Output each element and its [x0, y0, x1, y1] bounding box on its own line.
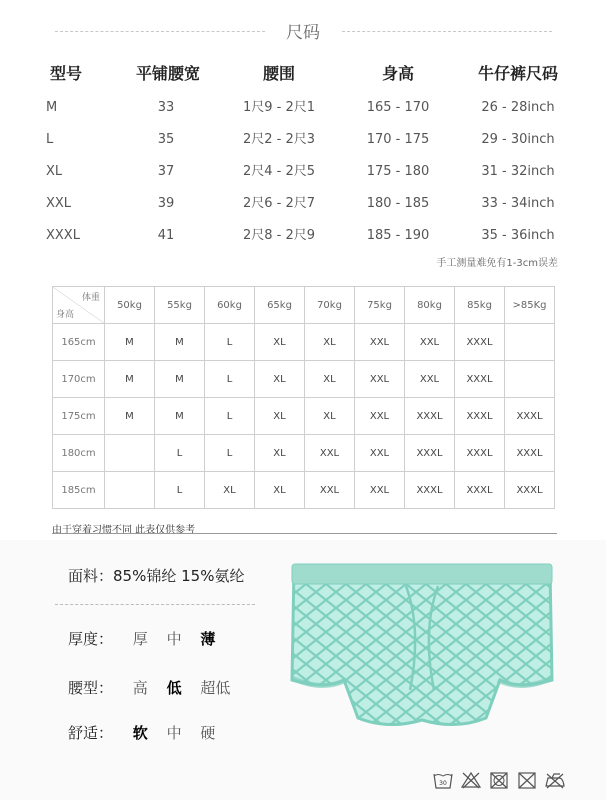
grid-cell: M [105, 324, 155, 361]
size-cell: M [46, 100, 58, 115]
wash-temperature: 30 [439, 780, 447, 787]
brief-body [286, 560, 558, 728]
grid-cell: XXXL [455, 361, 505, 398]
grid-cell [105, 472, 155, 509]
grid-cell: XXL [355, 324, 405, 361]
grid-cell: XXL [355, 435, 405, 472]
corner-weight-label: 体重 [81, 293, 100, 303]
table-row [28, 220, 582, 252]
size-cell: 33 [157, 100, 175, 115]
size-cell: 175 - 180 [366, 164, 430, 179]
size-cell: 31 - 32inch [481, 164, 555, 179]
grid-cell: XXL [405, 361, 455, 398]
attribute-option: 中 [166, 630, 182, 648]
product-image [286, 560, 558, 728]
grid-cell: L [205, 361, 255, 398]
attribute-label: 厚度： [68, 630, 114, 648]
header-height: 身高 [381, 64, 414, 83]
grid-cell: M [105, 361, 155, 398]
fit-note: 由于穿着习惯不同 此表仅供参考 [52, 525, 196, 536]
grid-cell: XXXL [455, 472, 505, 509]
attribute-option-selected: 低 [166, 679, 182, 697]
size-cell: 35 - 36inch [481, 228, 555, 243]
header-jeans-size: 牛仔裤尺码 [477, 64, 558, 83]
page-title: 尺码 [286, 23, 320, 43]
section-divider [52, 533, 557, 534]
grid-corner [53, 287, 105, 324]
weight-header: 75kg [355, 287, 405, 324]
size-cell: 39 [157, 196, 175, 211]
size-cell: 1尺9 - 2尺1 [242, 100, 316, 115]
grid-row [53, 324, 555, 361]
size-cell: 26 - 28inch [481, 100, 555, 115]
grid-cell: XL [255, 398, 305, 435]
grid-cell: M [105, 398, 155, 435]
grid-cell [505, 324, 555, 361]
attribute-option: 高 [132, 679, 148, 697]
size-cell: 2尺2 - 2尺3 [242, 132, 316, 147]
weight-header: 65kg [255, 287, 305, 324]
table-row [28, 92, 582, 124]
size-cell: XXL [46, 196, 72, 211]
grid-cell: XXXL [505, 398, 555, 435]
grid-cell: XL [255, 472, 305, 509]
size-cell: 2尺6 - 2尺7 [242, 196, 316, 211]
weight-header: >85Kg [505, 287, 555, 324]
grid-cell: XL [255, 361, 305, 398]
corner-height-label: 身高 [56, 310, 75, 320]
attribute-option: 中 [166, 724, 182, 742]
size-cell: 180 - 185 [366, 196, 430, 211]
grid-cell: XL [305, 398, 355, 435]
attribute-option-selected: 薄 [200, 630, 216, 648]
size-cell: 165 - 170 [366, 100, 430, 115]
grid-cell: XL [255, 435, 305, 472]
weight-header: 85kg [455, 287, 505, 324]
header-waist: 腰围 [262, 64, 295, 83]
grid-cell: L [205, 398, 255, 435]
grid-cell: XXXL [505, 435, 555, 472]
grid-cell: XXXL [455, 398, 505, 435]
grid-cell: M [155, 398, 205, 435]
size-cell: 185 - 190 [366, 228, 430, 243]
waist-type-attribute [68, 677, 244, 698]
grid-cell: XXL [355, 398, 405, 435]
grid-cell: L [205, 435, 255, 472]
size-cell: XL [46, 164, 63, 179]
grid-row [53, 398, 555, 435]
grid-row [53, 361, 555, 398]
size-cell: 41 [157, 228, 175, 243]
fabric-divider [55, 604, 255, 605]
grid-cell: M [155, 324, 205, 361]
size-cell: 170 - 175 [366, 132, 430, 147]
attribute-option-selected: 软 [132, 724, 148, 742]
height-header: 175cm [53, 398, 105, 435]
attribute-option: 超低 [200, 679, 231, 697]
grid-cell [505, 361, 555, 398]
attribute-label: 腰型： [68, 679, 114, 697]
grid-cell: XL [255, 324, 305, 361]
size-table-header [28, 58, 582, 90]
grid-cell: XXL [355, 361, 405, 398]
no-tumble-dry-icon [488, 770, 510, 790]
weight-header: 60kg [205, 287, 255, 324]
grid-cell: XL [205, 472, 255, 509]
header [0, 18, 606, 46]
grid-header-row [53, 287, 555, 324]
grid-cell [105, 435, 155, 472]
fabric-value: 85%锦纶 15%氨纶 [113, 567, 245, 585]
grid-cell: XXL [305, 435, 355, 472]
grid-cell: L [155, 435, 205, 472]
no-bleach-icon [460, 770, 482, 790]
attribute-label: 舒适： [68, 724, 114, 742]
size-cell: L [46, 132, 54, 147]
table-row [28, 156, 582, 188]
attribute-option: 硬 [200, 724, 216, 742]
weight-header: 70kg [305, 287, 355, 324]
grid-cell: XXXL [455, 324, 505, 361]
fabric-info [68, 565, 244, 586]
size-cell: 37 [157, 164, 175, 179]
grid-cell: XXL [355, 472, 405, 509]
grid-cell: XXXL [405, 398, 455, 435]
height-header: 170cm [53, 361, 105, 398]
grid-cell: XXL [405, 324, 455, 361]
size-cell: 35 [157, 132, 175, 147]
thickness-attribute [68, 628, 229, 649]
grid-cell: XXXL [505, 472, 555, 509]
grid-cell: XXXL [405, 472, 455, 509]
attribute-option: 厚 [132, 630, 148, 648]
comfort-attribute [68, 722, 229, 743]
grid-cell: M [155, 361, 205, 398]
waistband [292, 564, 552, 584]
size-cell: 2尺8 - 2尺9 [242, 228, 316, 243]
header-flat-waist: 平铺腰宽 [135, 64, 200, 83]
weight-header: 55kg [155, 287, 205, 324]
title-divider-right [342, 31, 552, 32]
height-header: 165cm [53, 324, 105, 361]
size-cell: 29 - 30inch [481, 132, 555, 147]
size-cell: 33 - 34inch [481, 196, 555, 211]
grid-cell: XL [305, 324, 355, 361]
grid-cell: XXXL [405, 435, 455, 472]
wash-30-icon [432, 770, 454, 790]
table-row [28, 124, 582, 156]
size-table [28, 58, 582, 252]
weight-header: 80kg [405, 287, 455, 324]
grid-cell: L [205, 324, 255, 361]
height-header: 180cm [53, 435, 105, 472]
measurement-note: 手工测量难免有1-3cm误差 [436, 258, 558, 269]
no-iron-icon [544, 770, 566, 790]
grid-cell: L [155, 472, 205, 509]
height-header: 185cm [53, 472, 105, 509]
weight-height-grid [52, 286, 555, 509]
fabric-label: 面料： [68, 567, 114, 585]
no-dryclean-icon [516, 770, 538, 790]
grid-row [53, 435, 555, 472]
size-cell: 2尺4 - 2尺5 [242, 164, 316, 179]
table-row [28, 188, 582, 220]
grid-cell: XL [305, 361, 355, 398]
grid-cell: XXL [305, 472, 355, 509]
weight-header: 50kg [105, 287, 155, 324]
grid-row [53, 472, 555, 509]
grid-cell: XXXL [455, 435, 505, 472]
header-model: 型号 [50, 64, 83, 83]
size-cell: XXXL [46, 228, 80, 243]
